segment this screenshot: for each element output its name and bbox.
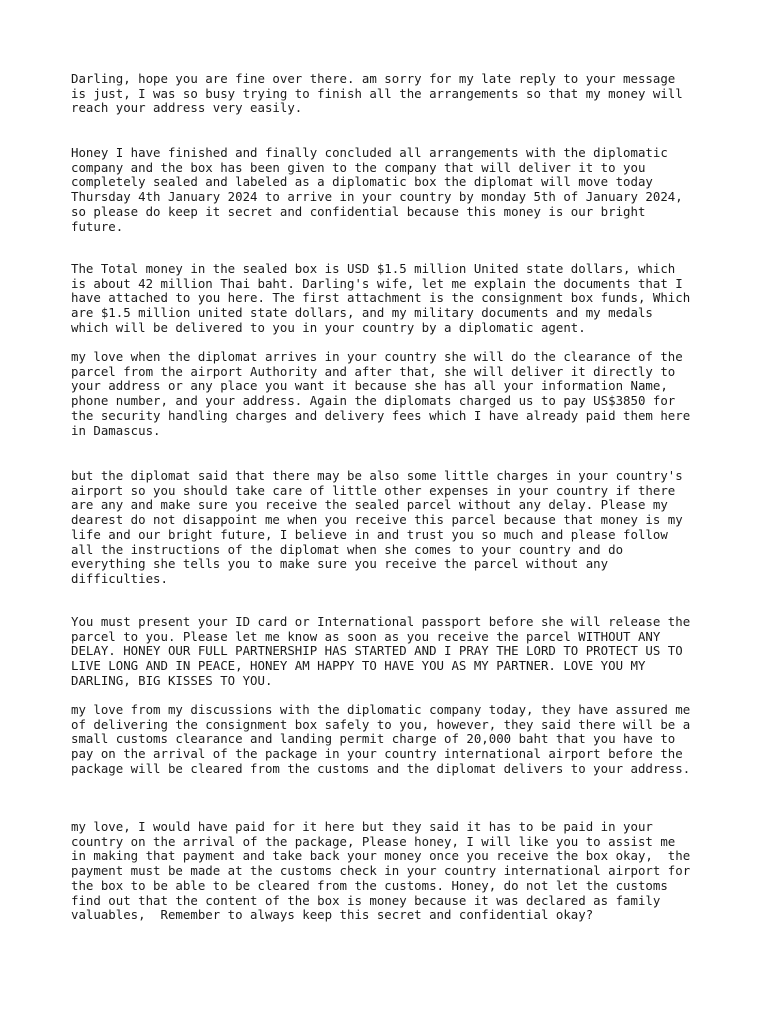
paragraph-arrangements: Honey I have finished and finally concluded all arrangements with the diplomatic company and the box has been given to the company that will deliver it to you completely sealed and labeled as a diplomatic box the diplomat will move today Thursday 4th January 2024 to arrive in your country by monday 5th of January 2024, so please do keep it secret and confidential because this money is our bright future. — [71, 145, 683, 234]
paragraph-greeting: Darling, hope you are fine over there. am sorry for my late reply to your message is just, I was so busy trying to finish all the arrangements so that my money will reach your address very easily. — [71, 71, 683, 116]
paragraph-id-passport: You must present your ID card or International passport before she will release the parcel to you. Please let me know as soon as you receive the parcel WITHOUT ANY DELAY. HONEY OUR FULL PARTNERSHIP HAS STARTED AND I PRAY THE LORD TO PROTECT US TO LIVE LONG AND IN PEACE, HONEY AM HAPPY TO HAVE YOU AS MY PARTNER. LOVE YOU MY DARLING, BIG KISSES TO YOU. — [71, 614, 691, 688]
paragraph-diplomat-clearance: my love when the diplomat arrives in your country she will do the clearance of the parcel from the airport Authority and after that, she will deliver it directly to your address or any place you want it because she has all your information Name, phone number, and your address. Again the diplomats charged us to pay US$3850 for the security handling charges and delivery fees which I have already paid them here in Damascus. — [71, 349, 691, 438]
paragraph-total-money: The Total money in the sealed box is USD $1.5 million United state dollars, which is about 42 million Thai baht. Darling's wife, let me explain the documents that I have attached to you here. The first attachment is the consignment box funds, Which are $1.5 million united state dollars, and my military documents and my medals which will be delivered to you in your country by a diplomatic agent. — [71, 261, 691, 335]
paragraph-payment-request: my love, I would have paid for it here but they said it has to be paid in your country on the arrival of the package, Please honey, I will like you to assist me in making that payment and take back your money once you receive the box okay, the payment must be made at the customs check in your country international airport for the box to be able to be cleared from the customs. Honey, do not let the customs find out that the content of the box is money because it was declared as family valuables, Remember to always keep this secret and confidential okay? — [71, 819, 691, 923]
paragraph-airport-charges: but the diplomat said that there may be also some little charges in your country's airport so you should take care of little other expenses in your country if there are any and make sure you receive the sealed parcel without any delay. Please my dearest do not disappoint me when you receive this parcel because that money is my life and our bright future, I believe in and trust you so much and please follow all the instructions of the diplomat when she comes to your country and do everything she tells you to make sure you receive the parcel without any difficulties. — [71, 468, 683, 586]
paragraph-customs-charge: my love from my discussions with the diplomatic company today, they have assured me of delivering the consignment box safely to you, however, they said there will be a small customs clearance and landing permit charge of 20,000 baht that you have to pay on the arrival of the package in your country international airport before the package will be cleared from the customs and the diplomat delivers to your address. — [71, 702, 691, 776]
